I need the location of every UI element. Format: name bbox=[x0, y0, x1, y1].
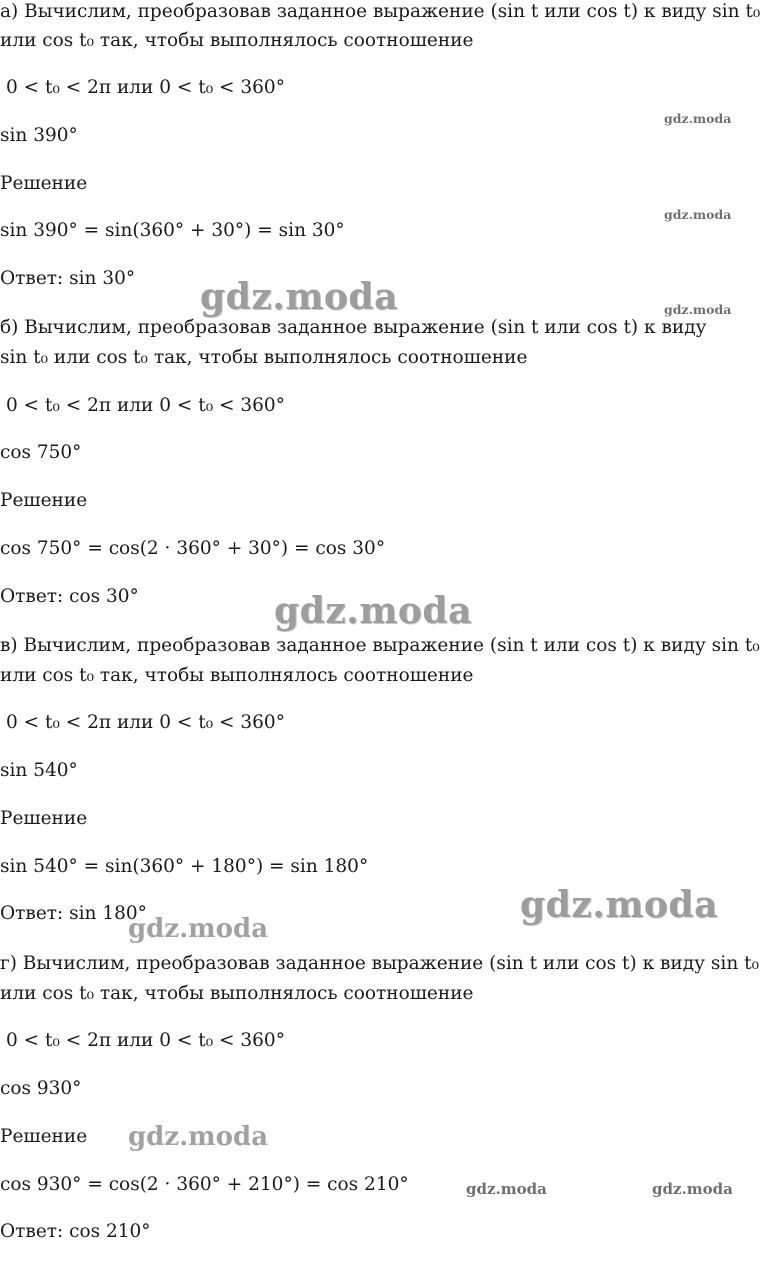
section-c-solution-label: Решение bbox=[0, 808, 88, 829]
section-b-intro-line-2: sin t₀ или cos t₀ так, чтобы выполнялось соотношение bbox=[0, 347, 528, 368]
watermark: gdz.moda bbox=[664, 207, 732, 222]
watermark: gdz.moda bbox=[664, 302, 732, 317]
section-b-solution: cos 750° = cos(2 · 360° + 30°) = cos 30° bbox=[0, 538, 386, 559]
section-b-condition: 0 < t₀ < 2π или 0 < t₀ < 360° bbox=[6, 395, 285, 416]
section-d-expression: cos 930° bbox=[0, 1078, 82, 1099]
watermark: gdz.moda bbox=[466, 1180, 547, 1198]
section-b-answer: Ответ: cos 30° bbox=[0, 586, 139, 607]
section-d-solution-label: Решение bbox=[0, 1126, 88, 1147]
section-c-solution: sin 540° = sin(360° + 180°) = sin 180° bbox=[0, 856, 369, 877]
section-a-answer: Ответ: sin 30° bbox=[0, 268, 136, 289]
watermark: gdz.moda bbox=[652, 1180, 733, 1198]
section-b-solution-label: Решение bbox=[0, 490, 88, 511]
section-c-answer: Ответ: sin 180° bbox=[0, 903, 147, 924]
watermark: gdz.moda bbox=[128, 914, 269, 944]
section-a-intro-line-2: или cos t₀ так, чтобы выполнялось соотношение bbox=[0, 30, 474, 51]
section-a-condition: 0 < t₀ < 2π или 0 < t₀ < 360° bbox=[6, 77, 285, 98]
watermark: gdz.moda bbox=[200, 276, 398, 318]
section-b-intro-line-1: б) Вычислим, преобразовав заданное выражение (sin t или cos t) к виду bbox=[0, 317, 707, 338]
watermark: gdz.moda bbox=[128, 1122, 269, 1152]
section-a-expression: sin 390° bbox=[0, 125, 78, 146]
section-d-answer: Ответ: cos 210° bbox=[0, 1221, 151, 1242]
section-a-solution: sin 390° = sin(360° + 30°) = sin 30° bbox=[0, 220, 345, 241]
section-a-solution-label: Решение bbox=[0, 173, 88, 194]
section-d-solution: cos 930° = cos(2 · 360° + 210°) = cos 210° bbox=[0, 1174, 409, 1195]
section-d-intro-line-1: г) Вычислим, преобразовав заданное выражение (sin t или cos t) к виду sin t₀ bbox=[0, 953, 759, 974]
section-d-condition: 0 < t₀ < 2π или 0 < t₀ < 360° bbox=[6, 1030, 285, 1051]
watermark: gdz.moda bbox=[520, 884, 718, 926]
watermark: gdz.moda bbox=[664, 111, 732, 126]
section-a-intro-line-1: а) Вычислим, преобразовав заданное выражение (sin t или cos t) к виду sin t₀ bbox=[0, 1, 761, 22]
section-d-intro-line-2: или cos t₀ так, чтобы выполнялось соотношение bbox=[0, 983, 474, 1004]
section-c-condition: 0 < t₀ < 2π или 0 < t₀ < 360° bbox=[6, 712, 285, 733]
section-c-expression: sin 540° bbox=[0, 760, 78, 781]
section-c-intro-line-2: или cos t₀ так, чтобы выполнялось соотношение bbox=[0, 665, 474, 686]
section-b-expression: cos 750° bbox=[0, 442, 82, 463]
watermark: gdz.moda bbox=[274, 590, 472, 632]
section-c-intro-line-1: в) Вычислим, преобразовав заданное выражение (sin t или cos t) к виду sin t₀ bbox=[0, 635, 760, 656]
